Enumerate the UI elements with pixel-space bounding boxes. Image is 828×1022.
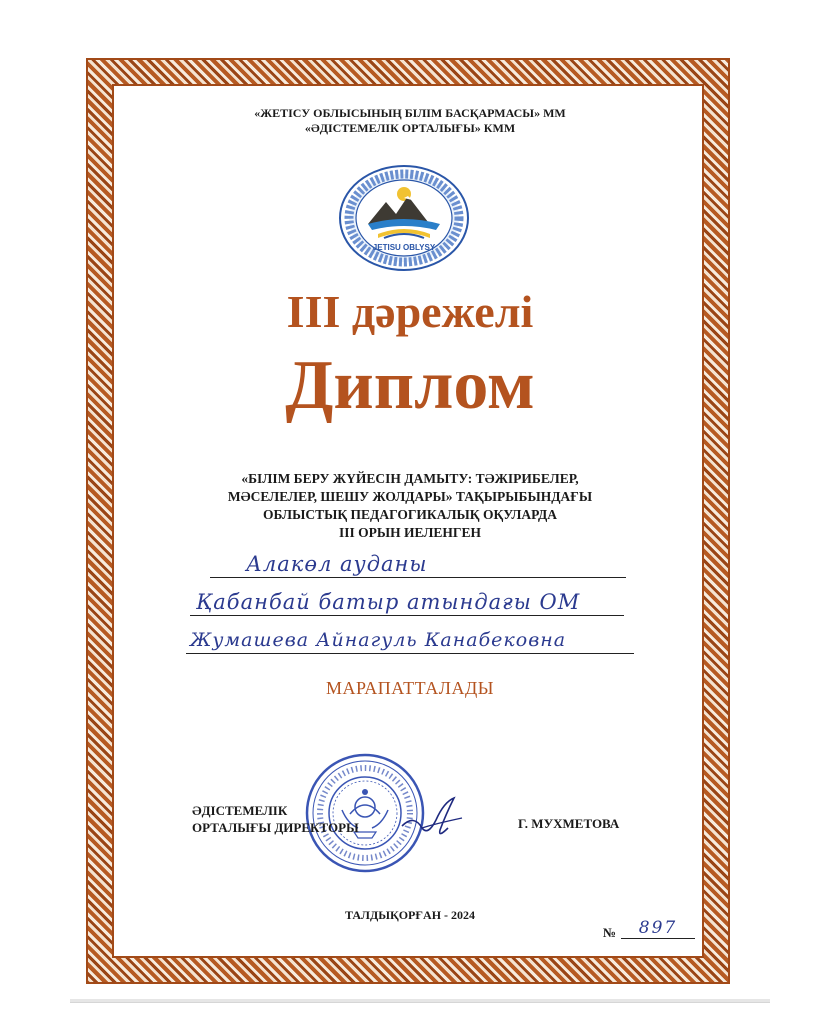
signer-position: [192, 802, 359, 836]
recipient-line-2: Қабанбай батыр атындағы ОМ: [190, 590, 624, 616]
issuer-header: [150, 106, 670, 136]
description-line-3: ОБЛЫСТЫҚ ПЕДАГОГИКАЛЫҚ ОҚУЛАРДА: [262, 507, 558, 522]
award-verb: МАРАПАТТАЛАДЫ: [326, 678, 494, 698]
emblem-text: JETISU OBLYSY: [372, 243, 436, 252]
signer-title-line-2: ОРТАЛЫҒЫ ДИРЕКТОРЫ: [192, 820, 359, 835]
city-year: ТАЛДЫҚОРҒАН - 2024: [344, 908, 476, 922]
diploma-degree: III дәрежелі: [286, 286, 534, 337]
number-label: №: [603, 925, 617, 940]
recipient-line-1: Алакөл ауданы: [210, 552, 626, 578]
diploma-number: 897: [621, 918, 695, 939]
diploma-title: Диплом: [285, 347, 535, 424]
issuer-line-1: «ЖЕТІСУ ОБЛЫСЫНЫҢ БІЛІМ БАСҚАРМАСЫ» ММ: [254, 106, 566, 120]
recipient-line-3: Жумашева Айнагуль Канабековна: [186, 628, 634, 654]
signer-name: Г. МУХМЕТОВА: [518, 816, 620, 831]
description-line-1: «БІЛІМ БЕРУ ЖҮЙЕСІН ДАМЫТУ: ТӘЖІРИБЕЛЕР,: [241, 471, 579, 486]
issuer-line-2: «ӘДІСТЕМЕЛІК ОРТАЛЫҒЫ» КММ: [304, 121, 516, 135]
signature: [392, 794, 472, 840]
award-description: [150, 470, 670, 542]
paper-edge: [70, 999, 770, 1002]
description-line-4: III ОРЫН ИЕЛЕНГЕН: [338, 525, 481, 540]
description-line-2: МӘСЕЛЕЛЕР, ШЕШУ ЖОЛДАРЫ» ТАҚЫРЫБЫНДАҒЫ: [227, 489, 593, 504]
jetisu-oblysy-emblem: [338, 164, 470, 272]
signer-title-line-1: ӘДІСТЕМЕЛІК: [192, 803, 288, 818]
